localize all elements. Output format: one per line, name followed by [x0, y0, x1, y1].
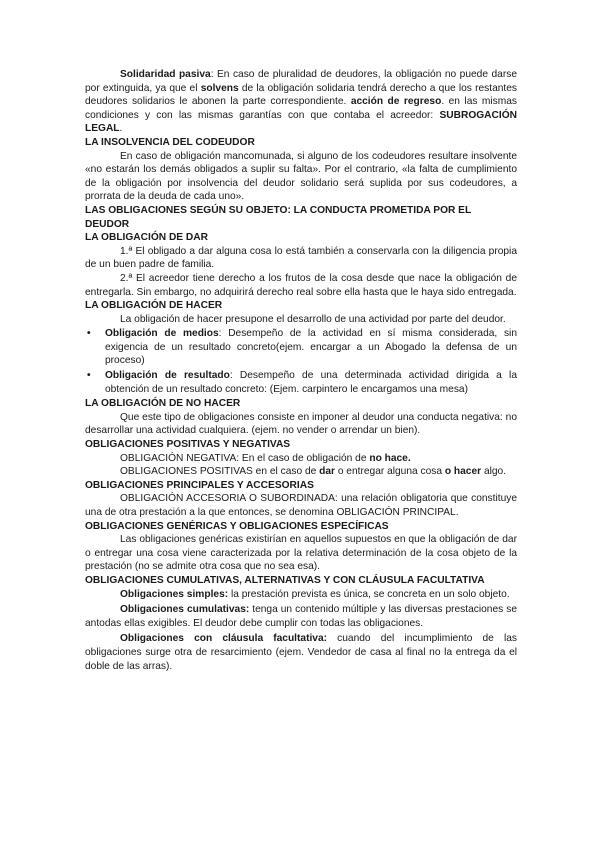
- heading-obligaciones-objeto: LAS OBLIGACIONES SEGÚN SU OBJETO: LA CONDUCTA PROMETIDA POR EL DEUDOR: [85, 204, 472, 230]
- paragraph-dar-1: 1.ª El obligado a dar alguna cosa lo está también a conservarla con la diligencia propia de un buen padre de familia.: [85, 245, 517, 271]
- paragraph-dar-2: 2.ª El acreedor tiene derecho a los frutos de la cosa desde que nace la obligación de entregarla. Sin embargo, no adquirirá derecho real sobre ella hasta que le haya sido entregada.: [85, 272, 517, 298]
- term-accion-regreso: acción de regreso: [350, 96, 442, 108]
- paragraph-obligacion-negativa: OBLIGACIÓN NEGATIVA: En el caso de obligación de no hace.: [120, 452, 411, 464]
- term-subrogacion-legal: SUBROGACIÓN LEGAL: [85, 109, 517, 135]
- paragraph-genericas: Las obligaciones genéricas existirían en aquellos supuestos en que la obligación de dar o entregar una cosa viene caracterizada por la relativa determinación de la cosa objeto de la prestación (no se admite otra cosa que no sea esa).: [85, 534, 517, 573]
- bullet-icon: •: [87, 328, 91, 340]
- heading-genericas-especificas: OBLIGACIONES GENÉRICAS Y OBLIGACIONES ESPECÍFICAS: [85, 520, 389, 532]
- list-item: • Obligación de resultado: Desempeño de una determinada actividad dirigida a la obtención de un resultado concreto: (Ejem. carpintero le encargamos una mesa): [87, 370, 517, 395]
- term-solidaridad-pasiva: Solidaridad pasiva: [120, 69, 211, 80]
- paragraph-no-hacer: Que este tipo de obligaciones consiste en imponer al deudor una conducta negativa: no desarrollar una actividad cualquiera. (ejem. no vender o arrendar un bien).: [85, 411, 517, 437]
- paragraph-accesoria: OBLIGACIÓN ACCESORIA O SUBORDINADA: una relación obligatoria que constituye una de otra prestación a la que entonces, se denomina OBLIGACIÓN PRINCIPAL.: [85, 493, 517, 518]
- document-page: [85, 68, 517, 673]
- paragraph-simples: Obligaciones simples: la prestación prevista es única, se concreta en un solo objeto.: [120, 588, 510, 600]
- paragraph-hacer: La obligación de hacer presupone el desarrollo de una actividad por parte del deudor.: [120, 313, 506, 325]
- heading-insolvencia: LA INSOLVENCIA DEL CODEUDOR: [85, 136, 255, 148]
- paragraph-obligaciones-positivas: OBLIGACIONES POSITIVAS en el caso de dar o entregar alguna cosa o hacer algo.: [120, 466, 507, 478]
- paragraph-solidaridad-pasiva: Solidaridad pasiva: En caso de pluralidad de deudores, la obligación no puede darse por extinguida, ya que el solvens de la obligación solidaria tendrá derecho a que los restantes deudores solidarios le abonen la parte correspondiente. acción de regreso. en las mismas condiciones y con las mismas garantías con que contaba el acreedor: SUBROGACIÓN LEGAL.: [85, 69, 518, 135]
- heading-positivas-negativas: OBLIGACIONES POSITIVAS Y NEGATIVAS: [85, 439, 291, 451]
- paragraph-facultativa: Obligaciones con cláusula facultativa: cuando del incumplimiento de las obligaciones surge otra de resarcimiento (ejem. Vendedor de casa al final no la entrega da el doble de las arras).: [85, 633, 517, 672]
- heading-cumulativas-alternativas: OBLIGACIONES CUMULATIVAS, ALTERNATIVAS Y CON CLÁUSULA FACULTATIVA: [85, 574, 485, 586]
- paragraph-cumulativas: Obligaciones cumulativas: tenga un contenido múltiple y las diversas prestaciones se antodas ellas exigibles. El deudor debe cumplir con todas las obligaciones.: [85, 604, 517, 629]
- heading-obligacion-no-hacer: LA OBLIGACIÓN DE NO HACER: [85, 398, 241, 410]
- bullet-icon: •: [87, 370, 91, 382]
- list-obligaciones-hacer: [85, 327, 517, 396]
- list-item: • Obligación de medios: Desempeño de la actividad en sí misma considerada, sin exigencia de un resultado concreto(ejem. encargar a un Abogado la defensa de un proceso): [87, 328, 517, 367]
- heading-obligacion-hacer: LA OBLIGACIÓN DE HACER: [85, 300, 223, 312]
- paragraph-insolvencia: En caso de obligación mancomunada, si alguno de los codeudores resultare insolvente «no estarán los demás obligados a suplir su falta». Por el contrario, «la falta de cumplimiento de la obligación por insolvencia del deudor solidario será suplida por sus codeudores, a prorrata de la deuda de cada uno».: [85, 150, 517, 203]
- heading-principales-accesorias: OBLIGACIONES PRINCIPALES Y ACCESORIAS: [85, 479, 314, 491]
- heading-obligacion-dar: LA OBLIGACIÓN DE DAR: [85, 232, 209, 244]
